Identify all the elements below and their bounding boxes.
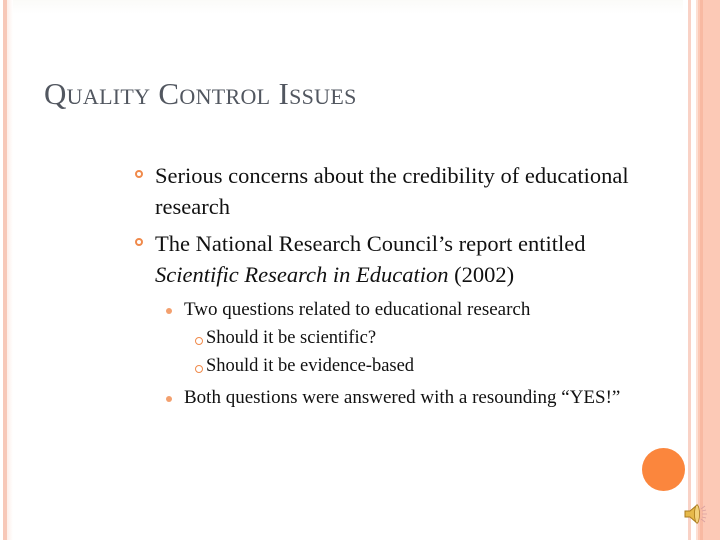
ring-bullet-icon [195, 337, 203, 345]
dot-bullet-icon [166, 308, 172, 314]
right-border-thin-stripe [688, 0, 691, 540]
sub-sub-bullet-item [134, 324, 674, 352]
right-border-dark-stripe [700, 0, 703, 540]
left-border-glow [7, 0, 13, 540]
bullet-item [134, 228, 674, 290]
bullet-item [134, 160, 674, 222]
sub-bullet-item [134, 384, 674, 412]
report-title: Scientific Research in Education [155, 262, 449, 287]
bullet-text: The National Research Council’s report entitled [155, 231, 586, 256]
orange-circle-decoration [642, 448, 685, 491]
top-glow [13, 0, 683, 14]
dot-bullet-icon [166, 396, 172, 402]
sub-sub-bullet-text: Should it be scientific? [206, 328, 377, 348]
speaker-icon[interactable] [682, 500, 710, 528]
sub-bullet-item [134, 296, 674, 324]
sub-sub-bullet-item [134, 352, 674, 380]
slide-body [134, 160, 674, 412]
sub-bullet-text: Both questions were answered with a resounding “YES!” [184, 387, 621, 408]
sub-bullet-text: Two questions related to educational research [184, 299, 531, 320]
bullet-text: Serious concerns about the credibility of educational research [155, 163, 629, 219]
slide-title: Quality Control Issues [44, 76, 357, 111]
ring-bullet-icon [135, 238, 143, 246]
ring-bullet-icon [195, 365, 203, 373]
sub-sub-bullet-text: Should it be evidence-based [206, 356, 415, 376]
bullet-text-suffix: (2002) [448, 262, 515, 287]
right-border-highlight [696, 0, 698, 540]
ring-bullet-icon [135, 170, 143, 178]
